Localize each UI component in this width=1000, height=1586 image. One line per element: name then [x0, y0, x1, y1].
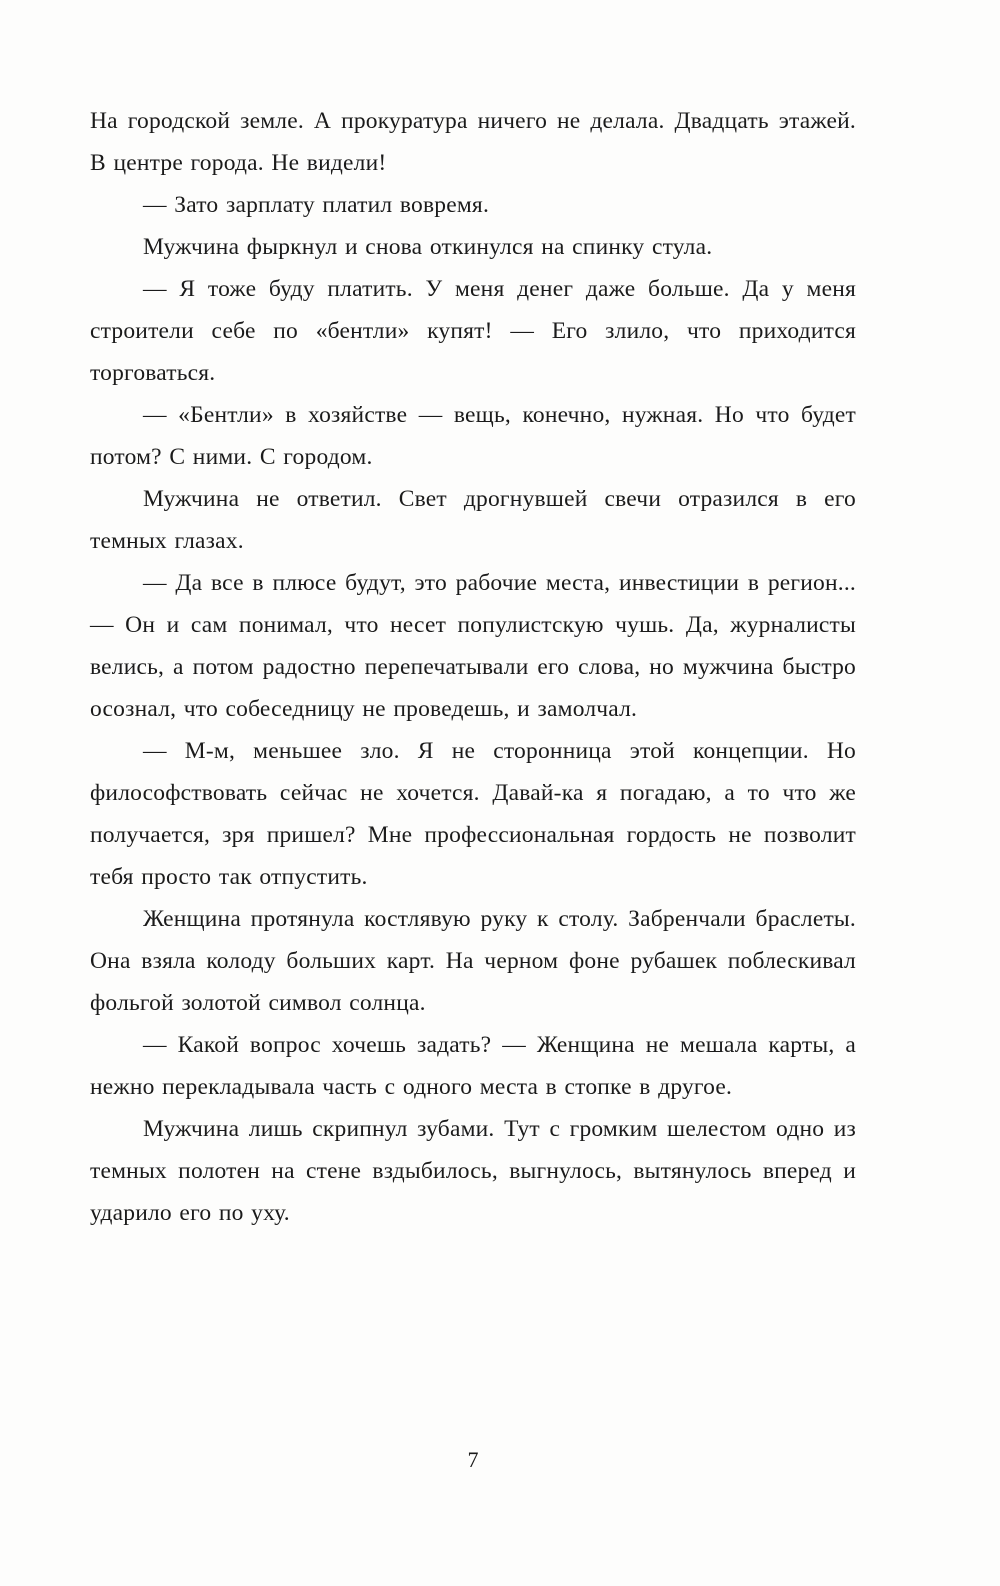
paragraph: — М-м, меньшее зло. Я не сторонница этой концепции. Но философствовать сейчас не хочется. Давай-ка я погадаю, а то что же получается, зря пришел? Мне профессиональная гордость не позволит тебя просто так отпустить. [90, 738, 856, 890]
paragraph: — «Бентли» в хозяйстве — вещь, конечно, нужная. Но что будет потом? С ними. С городом. [90, 402, 856, 470]
paragraph: Мужчина не ответил. Свет дрогнувшей свечи отразился в его темных глазах. [90, 486, 856, 554]
page-number: 7 [467, 1447, 479, 1472]
paragraph: — Какой вопрос хочешь задать? — Женщина не мешала карты, а нежно перекладывала часть с одного места в стопке в другое. [90, 1032, 856, 1100]
paragraph: — Зато зарплату платил вовремя. [143, 192, 490, 218]
paragraph: Мужчина лишь скрипнул зубами. Тут с громким шелестом одно из темных полотен на стене вздыбилось, выгнулось, вытянулось вперед и ударило его по уху. [90, 1116, 856, 1226]
paragraph: На городской земле. А прокуратура ничего не делала. Двадцать этажей. В центре города. Не видели! [90, 108, 856, 176]
paragraph: — Да все в плюсе будут, это рабочие места, инвестиции в регион... — Он и сам понимал, что несет популистскую чушь. Да, журналисты велись, а потом радостно перепечатывали его слова, но мужчина быстро осознал, что собеседницу не проведешь, и замолчал. [90, 570, 856, 722]
text-block [90, 100, 856, 1234]
paragraph: — Я тоже буду платить. У меня денег даже больше. Да у меня строители себе по «бентли» купят! — Его злило, что приходится торговаться. [90, 276, 856, 386]
paragraph: Женщина протянула костлявую руку к столу. Забренчали браслеты. Она взяла колоду больших карт. На черном фоне рубашек поблескивал фольгой золотой символ солнца. [90, 906, 856, 1016]
paragraph: Мужчина фыркнул и снова откинулся на спинку стула. [143, 234, 713, 260]
